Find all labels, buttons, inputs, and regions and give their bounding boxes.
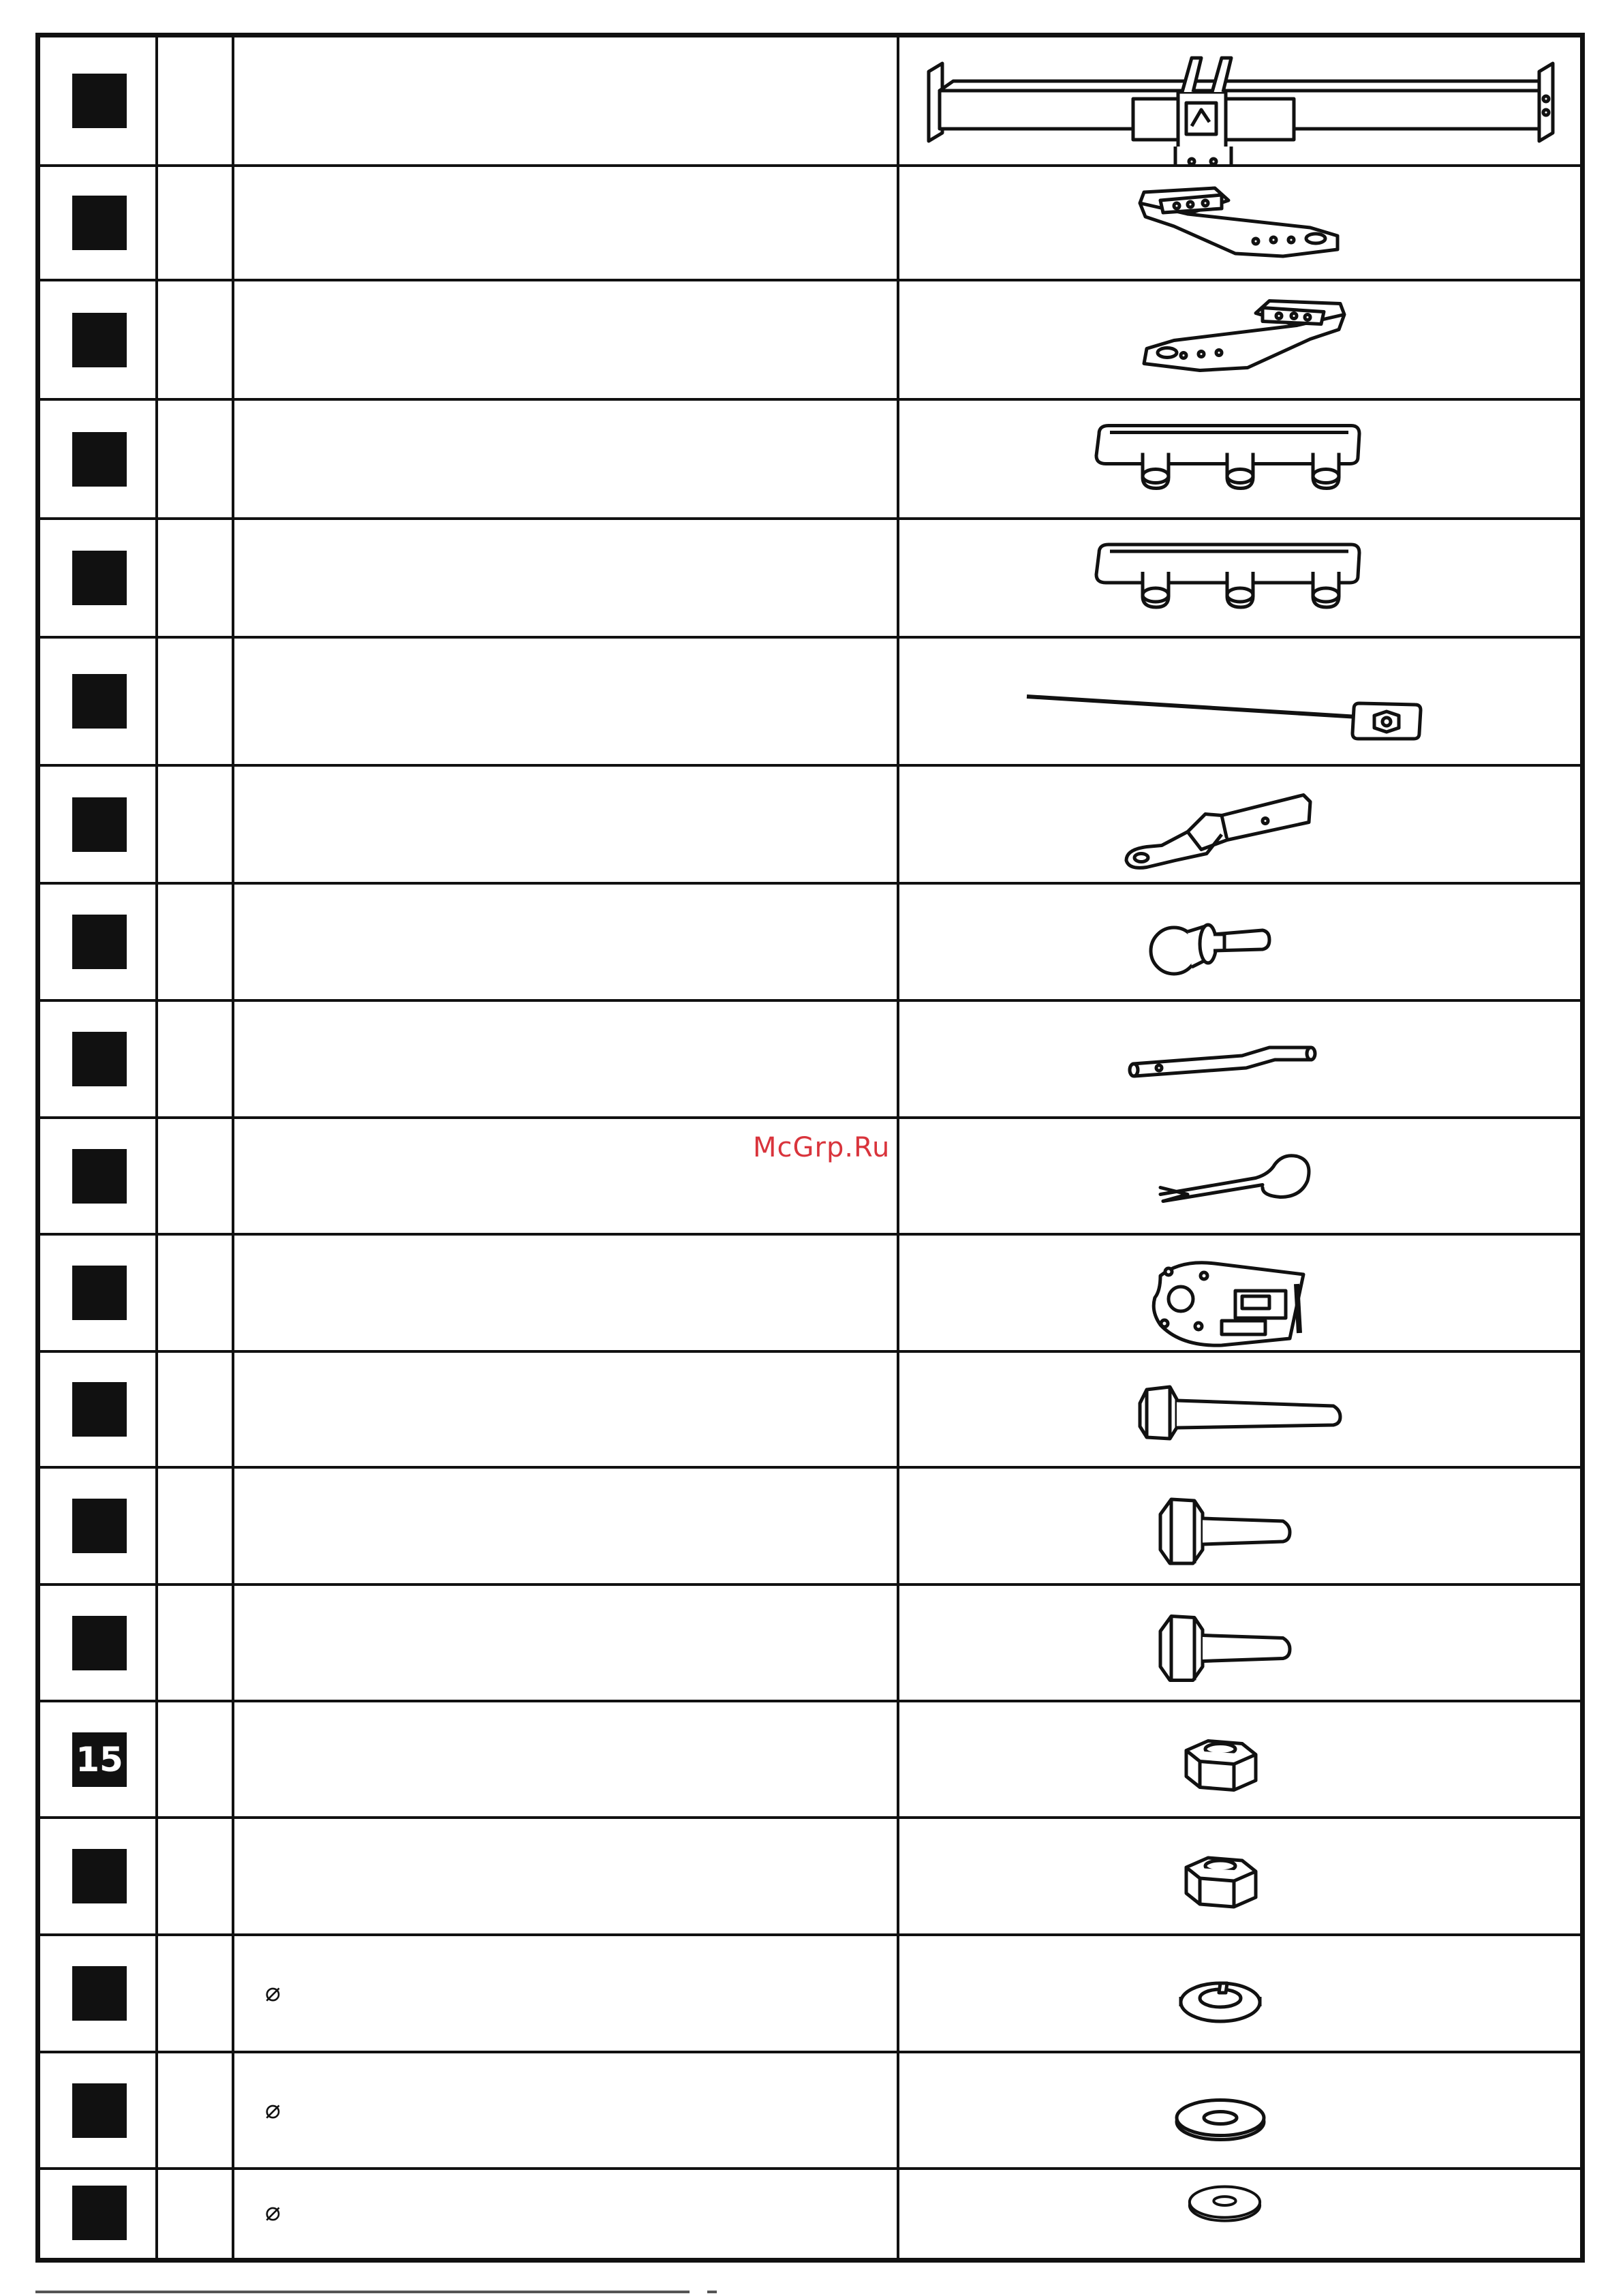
table-row — [40, 1353, 1580, 1469]
stud-plate-icon — [901, 403, 1585, 517]
table-row — [40, 1469, 1580, 1586]
table-row — [40, 401, 1580, 520]
tow-ball-icon — [901, 887, 1585, 999]
table-row — [40, 1586, 1580, 1702]
hex-bolt-icon — [901, 1589, 1585, 1700]
table-row — [40, 281, 1580, 401]
table-row — [40, 1936, 1580, 2053]
footer-mark — [707, 2291, 717, 2293]
hitch-pin-icon — [901, 1005, 1585, 1116]
r-clip-icon — [901, 1122, 1585, 1233]
left-mounting-bracket-icon — [901, 170, 1585, 279]
table-row — [40, 2053, 1580, 2170]
hitch-receiver-crossbar-icon — [901, 40, 1585, 164]
large-flat-washer-icon — [901, 2173, 1585, 2255]
table-row — [40, 1002, 1580, 1119]
right-mounting-bracket-icon — [901, 284, 1585, 398]
part-number-badge — [72, 432, 127, 487]
table-row — [40, 37, 1580, 167]
part-number-badge — [72, 551, 127, 605]
table-row — [40, 1236, 1580, 1353]
table-row — [40, 2170, 1580, 2258]
part-number-badge — [72, 2186, 127, 2240]
part-number-badge — [72, 1266, 127, 1320]
part-number-badge — [72, 674, 127, 729]
part-number-badge — [72, 196, 127, 250]
table-row — [40, 1819, 1580, 1936]
ball-mount-drawbar-icon — [901, 769, 1585, 882]
part-number-badge — [72, 1032, 127, 1086]
table-row — [40, 167, 1580, 281]
table-row — [40, 885, 1580, 1002]
hex-nut-icon — [901, 1705, 1585, 1816]
part-number-badge — [72, 1499, 127, 1553]
socket-bracket-plate-icon — [901, 1238, 1585, 1350]
watermark: McGrp.Ru — [753, 1132, 891, 1163]
part-number-badge — [72, 797, 127, 852]
flat-washer-icon — [901, 2056, 1585, 2167]
table-row — [40, 1702, 1580, 1819]
table-row — [40, 520, 1580, 639]
hex-nut-icon — [901, 1822, 1585, 1933]
part-number-badge — [72, 74, 127, 128]
part-number-badge — [72, 313, 127, 367]
fish-wire-nut-icon — [901, 641, 1585, 764]
part-number-badge — [72, 1382, 127, 1437]
part-description: ⌀ — [265, 2196, 281, 2226]
part-number-badge: 15 — [72, 1732, 127, 1787]
part-number-badge — [72, 1966, 127, 2021]
part-description: ⌀ — [265, 1977, 281, 2007]
spring-washer-icon — [901, 1939, 1585, 2051]
part-number-badge — [72, 2083, 127, 2138]
part-number-badge — [72, 1616, 127, 1670]
long-hex-bolt-icon — [901, 1356, 1585, 1466]
footer-rule — [35, 2291, 690, 2293]
stud-plate-icon — [901, 523, 1585, 636]
part-number-badge — [72, 915, 127, 969]
part-description: ⌀ — [265, 2094, 281, 2124]
table-row — [40, 767, 1580, 885]
part-number-badge — [72, 1849, 127, 1903]
hex-bolt-icon — [901, 1471, 1585, 1583]
part-number-badge — [72, 1149, 127, 1204]
table-row — [40, 639, 1580, 767]
